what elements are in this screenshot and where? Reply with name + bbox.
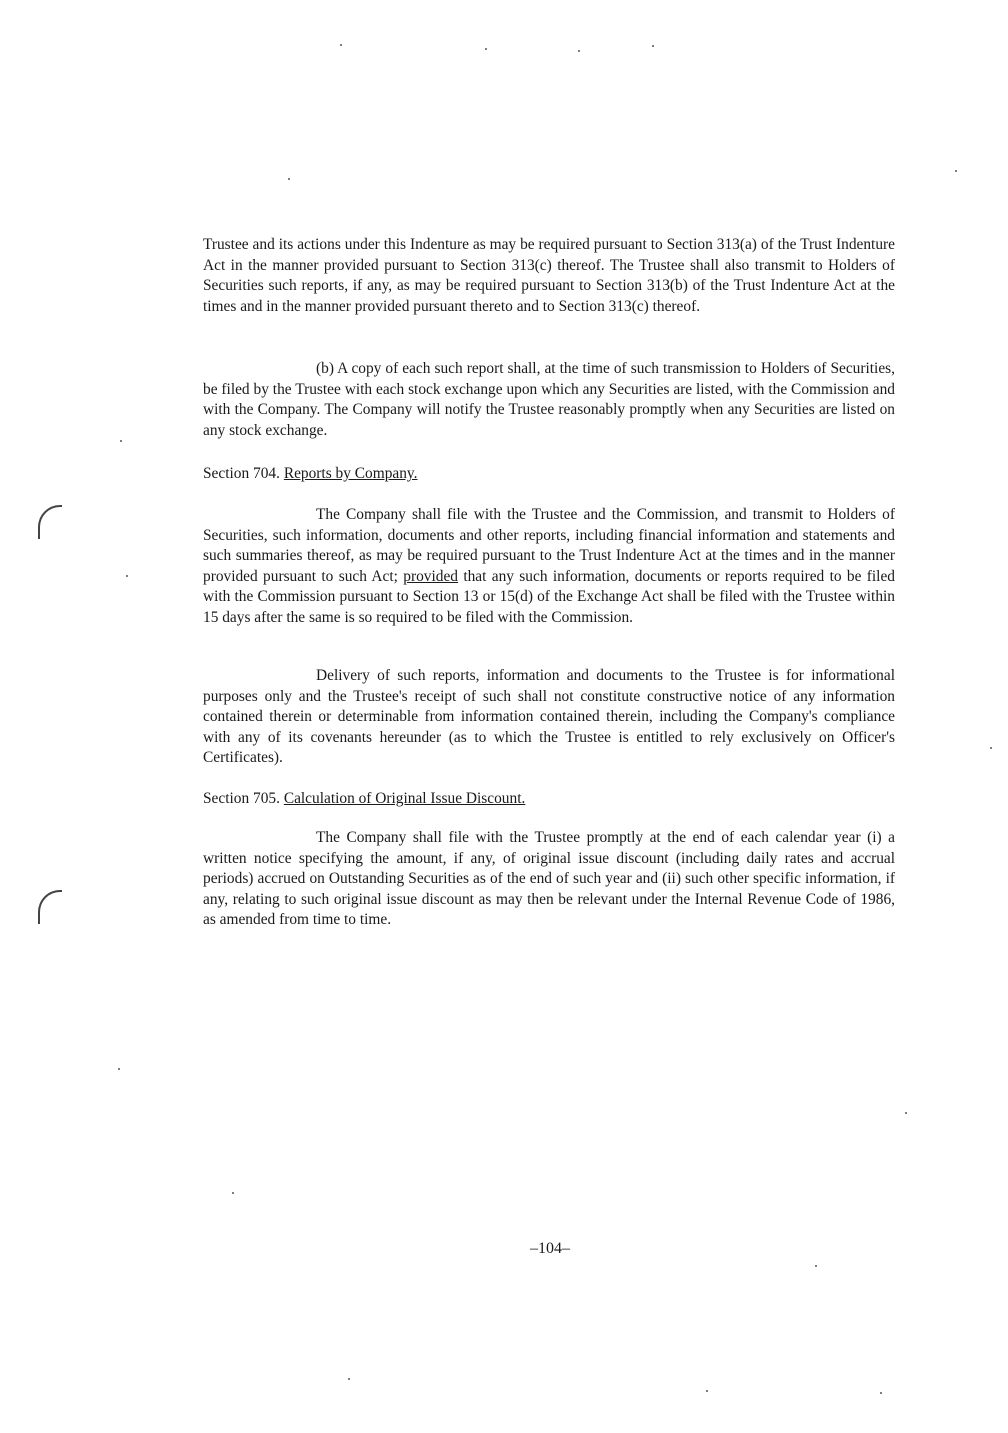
punch-hole-mark — [38, 505, 62, 539]
paragraph-section-704-first — [203, 505, 895, 629]
paragraph-section-703-continuation — [203, 235, 895, 317]
paragraph-text: (b) A copy of each such report shall, at the time of such transmission to Holders of Securities, be filed by the Trustee with each stock exchange upon which any Securities are listed, with the Commission and with the Company. The Company will notify the Trustee reasonably promptly when any Securities are listed on any stock exchange. — [203, 360, 895, 439]
scan-speck — [905, 1112, 907, 1114]
paragraph-section-703b — [203, 359, 895, 441]
punch-hole-mark — [38, 890, 62, 924]
scan-speck — [232, 1192, 234, 1194]
scan-speck — [880, 1392, 882, 1394]
paragraph-text: Trustee and its actions under this Indenture as may be required pursuant to Section 313(a) of the Trust Indenture Act in the manner provided pursuant to Section 313(c) thereof. The Trustee shall also transmit to Holders of Securities such reports, if any, as may be required pursuant to Section 313(b) of the Trust Indenture Act at the times and in the manner provided pursuant thereto and to Section 313(c) thereof. — [203, 236, 895, 315]
paragraph-text-part: The Company shall file with the Trustee and the Commission, and transmit to Holders of Securities, such information, documents and other reports, including financial information and statements and such summaries thereof, as may be required pursuant to the Trust Indenture Act at the times and in the manner provided pursuant to such Act; — [203, 506, 895, 585]
paragraph-text: The Company shall file with the Trustee promptly at the end of each calendar year (i) a written notice specifying the amount, if any, of original issue discount (including daily rates and accrual periods) accrued on Outstanding Securities as of the end of such year and (ii) such other specific information, if any, relating to such original issue discount as may then be relevant under the Internal Revenue Code of 1986, as amended from time to time. — [203, 829, 895, 929]
scan-speck — [288, 178, 290, 180]
scan-speck — [126, 575, 128, 577]
scan-speck — [348, 1378, 350, 1380]
scan-speck — [706, 1390, 708, 1392]
section-title: Calculation of Original Issue Discount. — [283, 790, 526, 807]
paragraph-text: Delivery of such reports, information and documents to the Trustee is for informational purposes only and the Trustee's receipt of such shall not constitute constructive notice of any information contained therein or determinable from information contained therein, including the Company's compliance with any of its covenants hereunder (as to which the Trustee is entitled to rely exclusively on Officer's Certificates). — [203, 667, 895, 767]
scan-speck — [485, 48, 487, 50]
paragraph-text-part: that any such information, documents or reports required to be filed with the Commission pursuant to Section 13 or 15(d) of the Exchange Act shall be filed with the Trustee within 15 days after the same is so required to be filed with the Commission. — [203, 567, 895, 626]
scan-speck — [120, 440, 122, 442]
section-705-heading — [203, 789, 525, 809]
scan-speck — [652, 45, 654, 47]
paragraph-section-705 — [203, 828, 895, 931]
scan-speck — [340, 44, 342, 46]
section-title: Reports by Company. — [283, 465, 418, 482]
section-number: Section 704. — [203, 465, 280, 482]
scan-speck — [578, 50, 580, 52]
section-number: Section 705. — [203, 790, 280, 807]
scan-speck — [815, 1265, 817, 1267]
paragraph-section-704-second — [203, 666, 895, 769]
page-number: –104– — [530, 1240, 570, 1257]
provided-term: provided — [403, 567, 458, 585]
scan-speck — [990, 747, 992, 749]
section-704-heading — [203, 464, 417, 484]
paragraph-text — [203, 505, 895, 629]
scan-speck — [955, 170, 957, 172]
scan-speck — [118, 1068, 120, 1070]
